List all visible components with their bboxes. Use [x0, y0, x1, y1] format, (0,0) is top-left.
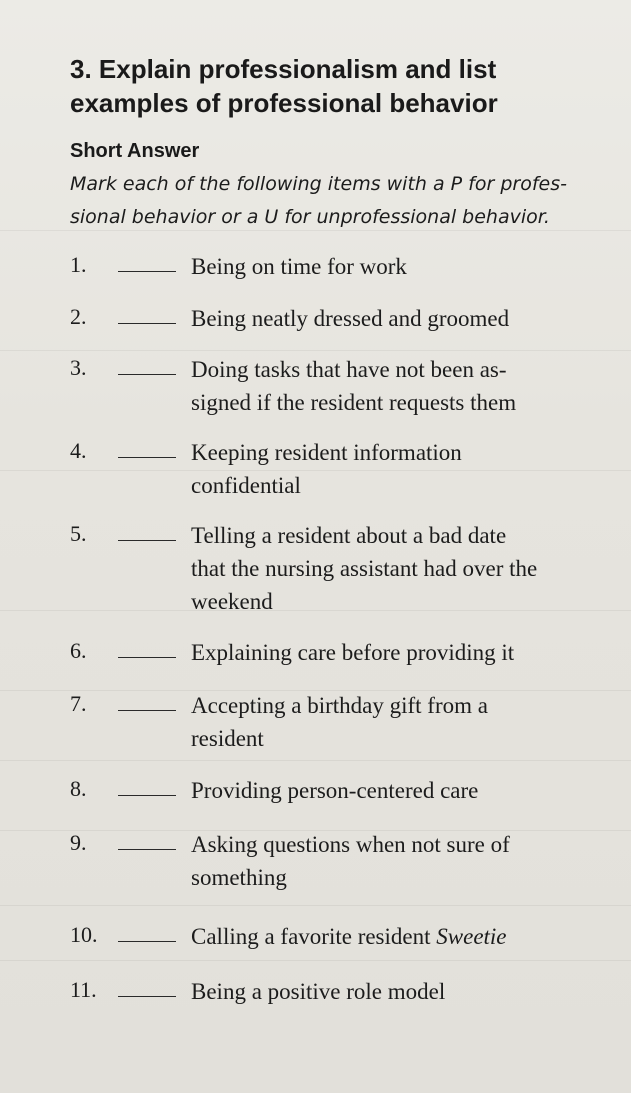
item-text — [191, 250, 407, 283]
answer-blank[interactable] — [118, 271, 176, 272]
question-heading-line-1: 3. Explain professionalism and list — [70, 54, 497, 84]
answer-blank[interactable] — [118, 323, 176, 324]
item-text-plain: Calling a favorite resident — [191, 924, 437, 949]
answer-blank[interactable] — [118, 540, 176, 541]
item-number: 6. — [70, 638, 87, 663]
item-text-line: Doing tasks that have not been as- — [191, 357, 507, 382]
item-text — [191, 302, 509, 335]
item-text-line: Accepting a birthday gift from a — [191, 693, 488, 718]
answer-blank[interactable] — [118, 941, 176, 942]
item-text — [191, 689, 488, 755]
item-text-line: Being a positive role model — [191, 979, 446, 1004]
item-text-line: that the nursing assistant had over the — [191, 556, 538, 581]
item-text-line — [191, 920, 507, 953]
item-text — [191, 636, 514, 669]
answer-blank[interactable] — [118, 457, 176, 458]
answer-blank[interactable] — [118, 374, 176, 375]
item-text-line: signed if the resident requests them — [191, 390, 517, 415]
item-text — [191, 774, 478, 807]
answer-blank[interactable] — [118, 849, 176, 850]
item-number: 5. — [70, 521, 87, 546]
section-label: Short Answer — [70, 140, 200, 162]
item-text — [191, 828, 510, 894]
instructions-line-1: Mark each of the following items with a P for profes- — [70, 173, 567, 195]
item-text — [191, 920, 507, 953]
item-number: 3. — [70, 355, 87, 380]
item-text-line: Being on time for work — [191, 254, 407, 279]
answer-blank[interactable] — [118, 657, 176, 658]
item-number: 7. — [70, 691, 87, 716]
item-number: 4. — [70, 438, 87, 463]
item-number: 10. — [70, 922, 98, 947]
item-text-line: resident — [191, 726, 264, 751]
item-text-italic: Sweetie — [436, 924, 507, 949]
item-text-line: Being neatly dressed and groomed — [191, 306, 510, 331]
instructions — [70, 168, 610, 234]
instructions-line-2: sional behavior or a U for unprofessional behavior. — [70, 206, 550, 228]
answer-blank[interactable] — [118, 795, 176, 796]
item-text-line: Keeping resident information — [191, 440, 462, 465]
item-text-line: something — [191, 865, 287, 890]
item-text — [191, 519, 537, 618]
item-text — [191, 436, 462, 502]
item-number: 1. — [70, 252, 87, 277]
item-text-line: Asking questions when not sure of — [191, 832, 510, 857]
item-number: 8. — [70, 776, 87, 801]
question-heading-line-2: examples of professional behavior — [70, 88, 498, 118]
item-text-line: confidential — [191, 473, 301, 498]
item-number: 2. — [70, 304, 87, 329]
answer-blank[interactable] — [118, 996, 176, 997]
item-text-line: Telling a resident about a bad date — [191, 523, 507, 548]
item-text — [191, 353, 516, 419]
question-heading — [70, 52, 498, 120]
item-text — [191, 975, 445, 1008]
item-number: 9. — [70, 830, 87, 855]
item-text-line: Providing person-centered care — [191, 778, 479, 803]
item-text-line: weekend — [191, 589, 273, 614]
item-text-line: Explaining care before providing it — [191, 640, 515, 665]
item-number: 11. — [70, 977, 97, 1002]
answer-blank[interactable] — [118, 710, 176, 711]
